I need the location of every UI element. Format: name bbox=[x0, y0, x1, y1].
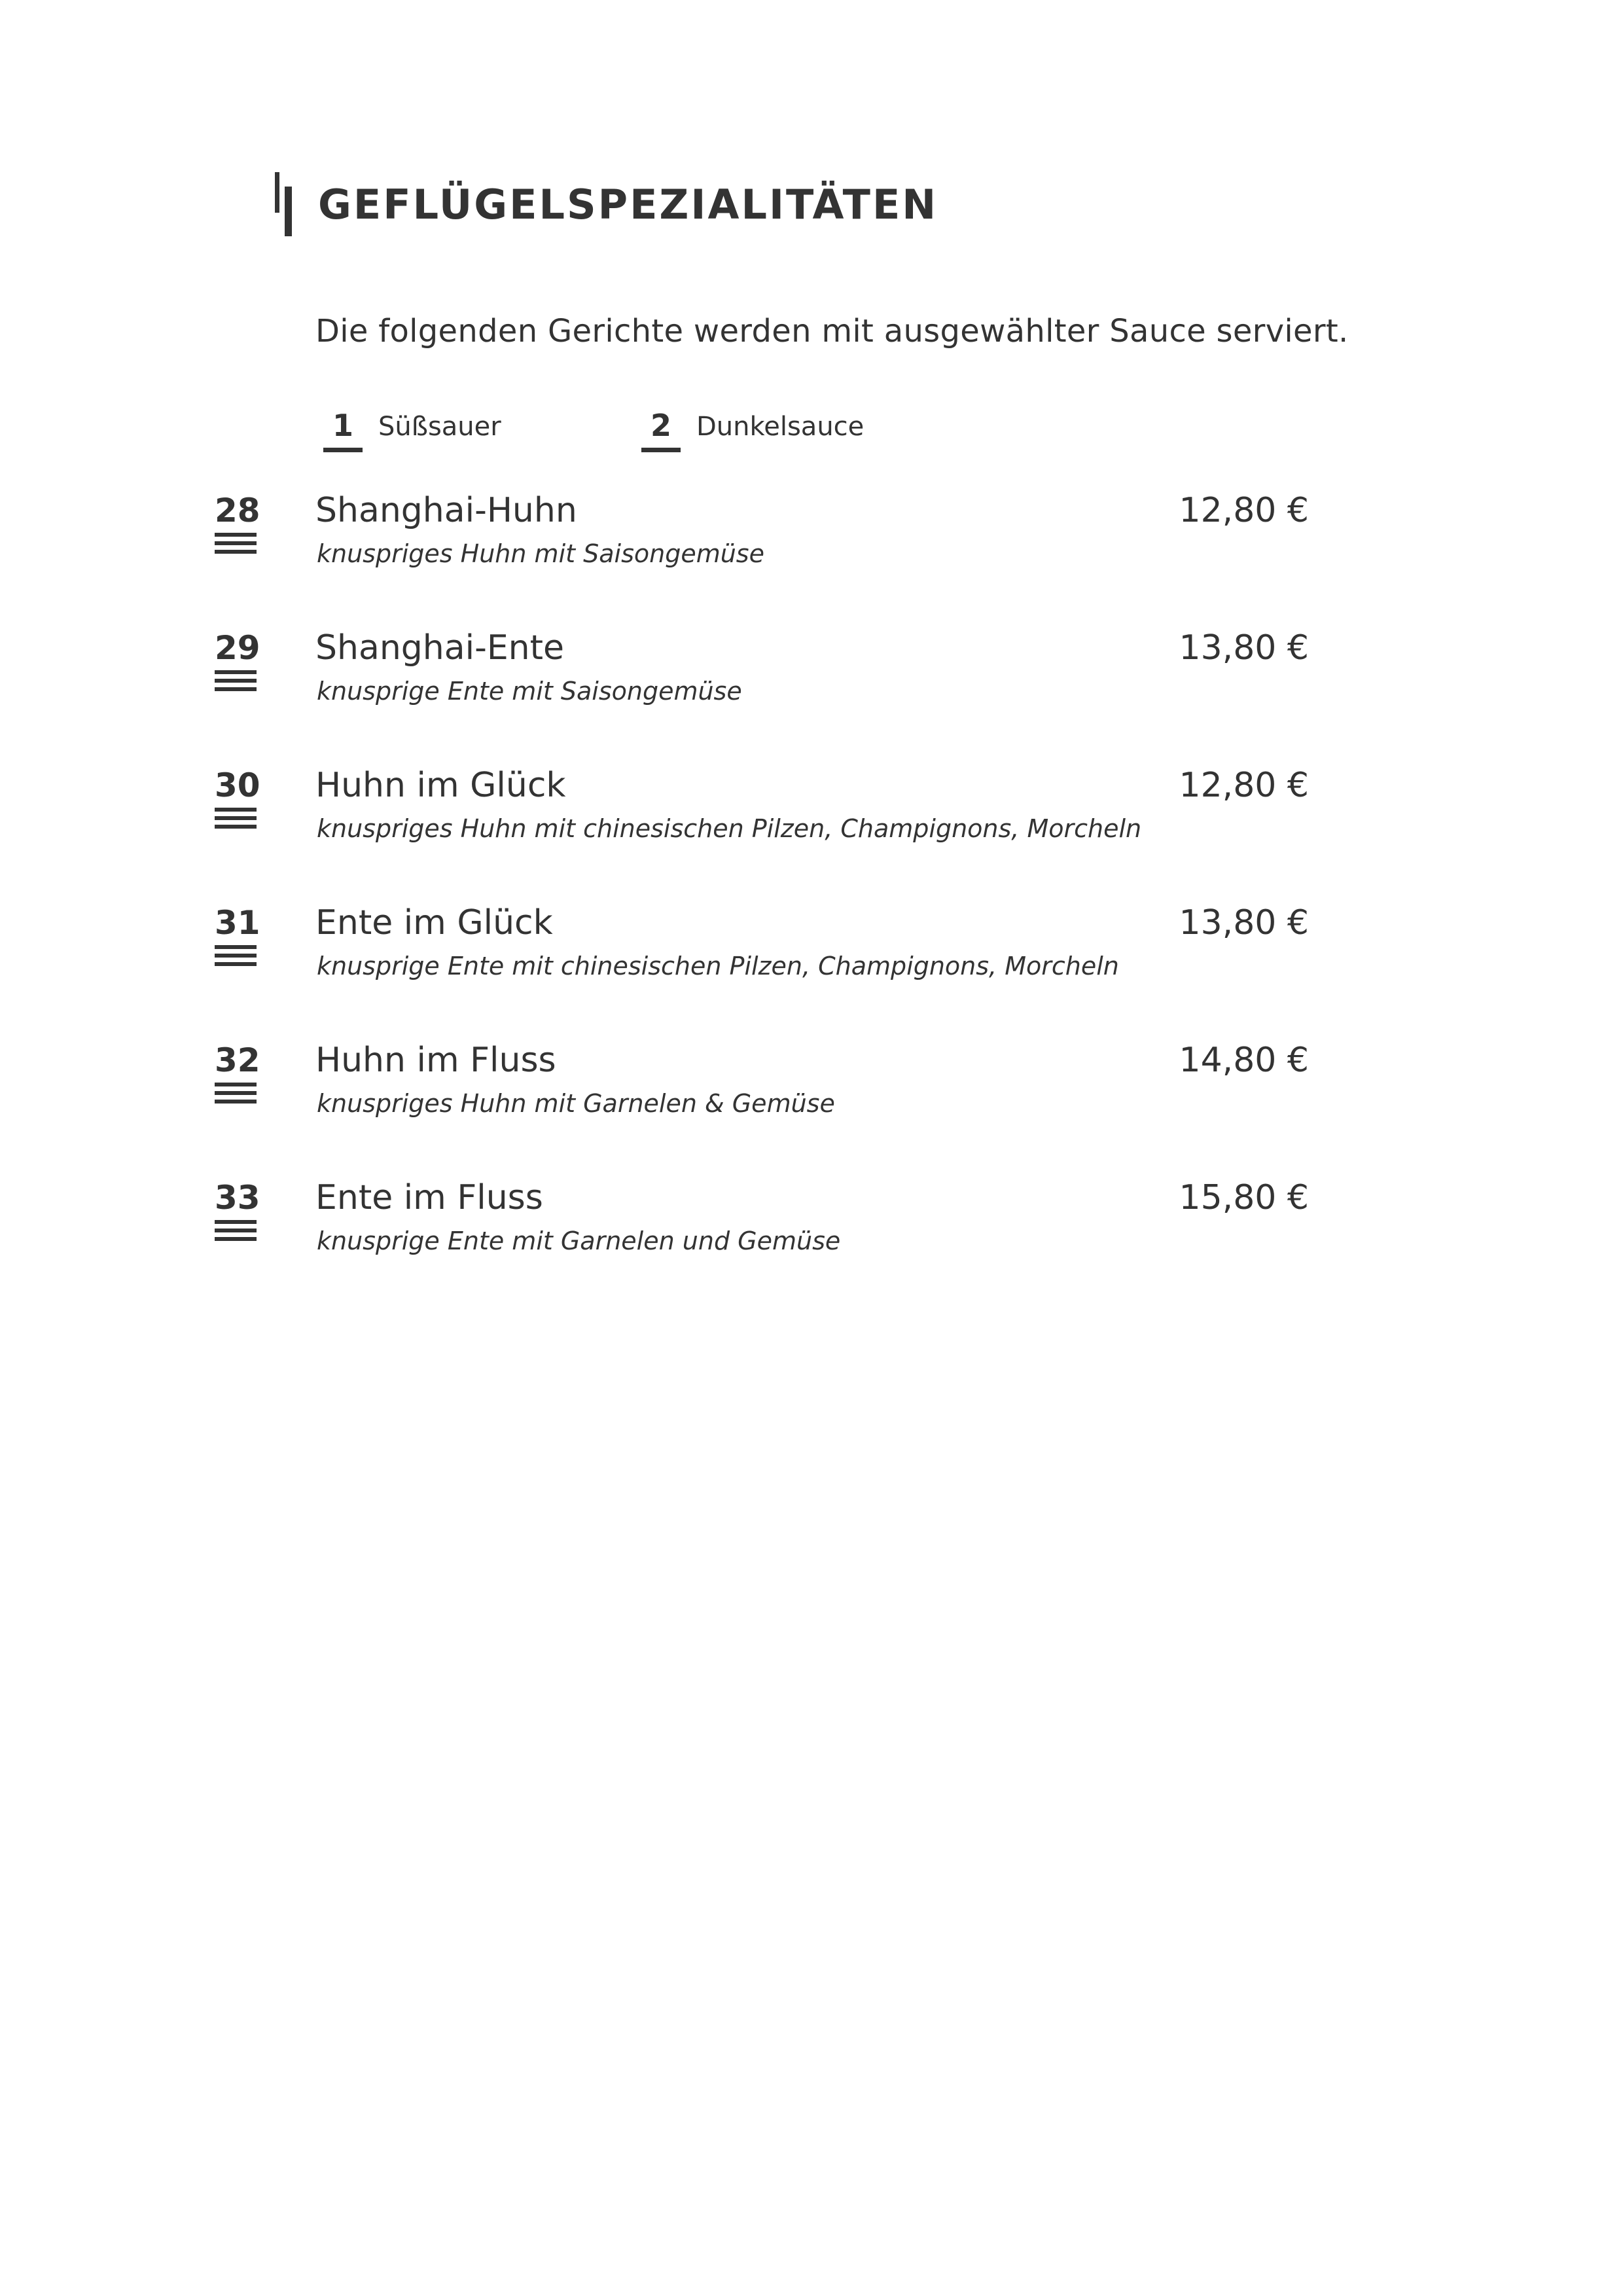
triple-line-icon bbox=[215, 945, 257, 969]
sauce-option-1 bbox=[323, 407, 501, 453]
menu-item bbox=[0, 630, 1623, 734]
item-number: 30 bbox=[215, 766, 260, 804]
item-price: 13,80 € bbox=[1179, 628, 1309, 668]
item-description: knusprige Ente mit chinesischen Pilzen, Champignons, Morcheln bbox=[317, 952, 1119, 980]
item-description: knuspriges Huhn mit Saisongemüse bbox=[317, 539, 764, 568]
section-header bbox=[275, 171, 938, 237]
triple-line-icon bbox=[215, 670, 257, 694]
item-description: knuspriges Huhn mit Garnelen & Gemüse bbox=[317, 1089, 835, 1118]
sauce-number: 1 bbox=[323, 407, 363, 444]
item-price: 15,80 € bbox=[1179, 1178, 1309, 1217]
item-number: 31 bbox=[215, 904, 260, 942]
menu-item bbox=[0, 492, 1623, 597]
triple-line-icon bbox=[215, 808, 257, 831]
item-number: 32 bbox=[215, 1041, 260, 1079]
item-price: 12,80 € bbox=[1179, 491, 1309, 530]
item-name: Huhn im Fluss bbox=[315, 1041, 556, 1080]
menu-item bbox=[0, 905, 1623, 1009]
item-name: Huhn im Glück bbox=[315, 766, 566, 805]
sauce-label: Dunkelsauce bbox=[696, 412, 865, 442]
sauce-number: 2 bbox=[641, 407, 681, 444]
menu-item bbox=[0, 767, 1623, 872]
item-description: knuspriges Huhn mit chinesischen Pilzen, Champignons, Morcheln bbox=[317, 814, 1142, 843]
sauce-label: Süßsauer bbox=[378, 412, 501, 442]
sauce-option-2 bbox=[641, 407, 864, 453]
menu-item bbox=[0, 1179, 1623, 1284]
item-description: knusprige Ente mit Saisongemüse bbox=[317, 677, 742, 706]
item-price: 14,80 € bbox=[1179, 1041, 1309, 1080]
triple-line-icon bbox=[215, 1220, 257, 1244]
item-price: 13,80 € bbox=[1179, 903, 1309, 942]
item-description: knusprige Ente mit Garnelen und Gemüse bbox=[317, 1227, 841, 1255]
triple-line-icon bbox=[215, 533, 257, 556]
section-marker-icon bbox=[275, 172, 292, 236]
page-title: GEFLÜGELSPEZIALITÄTEN bbox=[318, 180, 938, 228]
triple-line-icon bbox=[215, 1083, 257, 1106]
item-name: Ente im Glück bbox=[315, 903, 553, 942]
item-number: 28 bbox=[215, 492, 260, 529]
item-name: Shanghai-Ente bbox=[315, 628, 565, 668]
menu-item bbox=[0, 1042, 1623, 1147]
item-name: Shanghai-Huhn bbox=[315, 491, 577, 530]
item-number: 33 bbox=[215, 1179, 260, 1217]
item-number: 29 bbox=[215, 629, 260, 667]
item-price: 12,80 € bbox=[1179, 766, 1309, 805]
intro-text: Die folgenden Gerichte werden mit ausgewählter Sauce serviert. bbox=[315, 313, 1349, 350]
item-name: Ente im Fluss bbox=[315, 1178, 543, 1217]
